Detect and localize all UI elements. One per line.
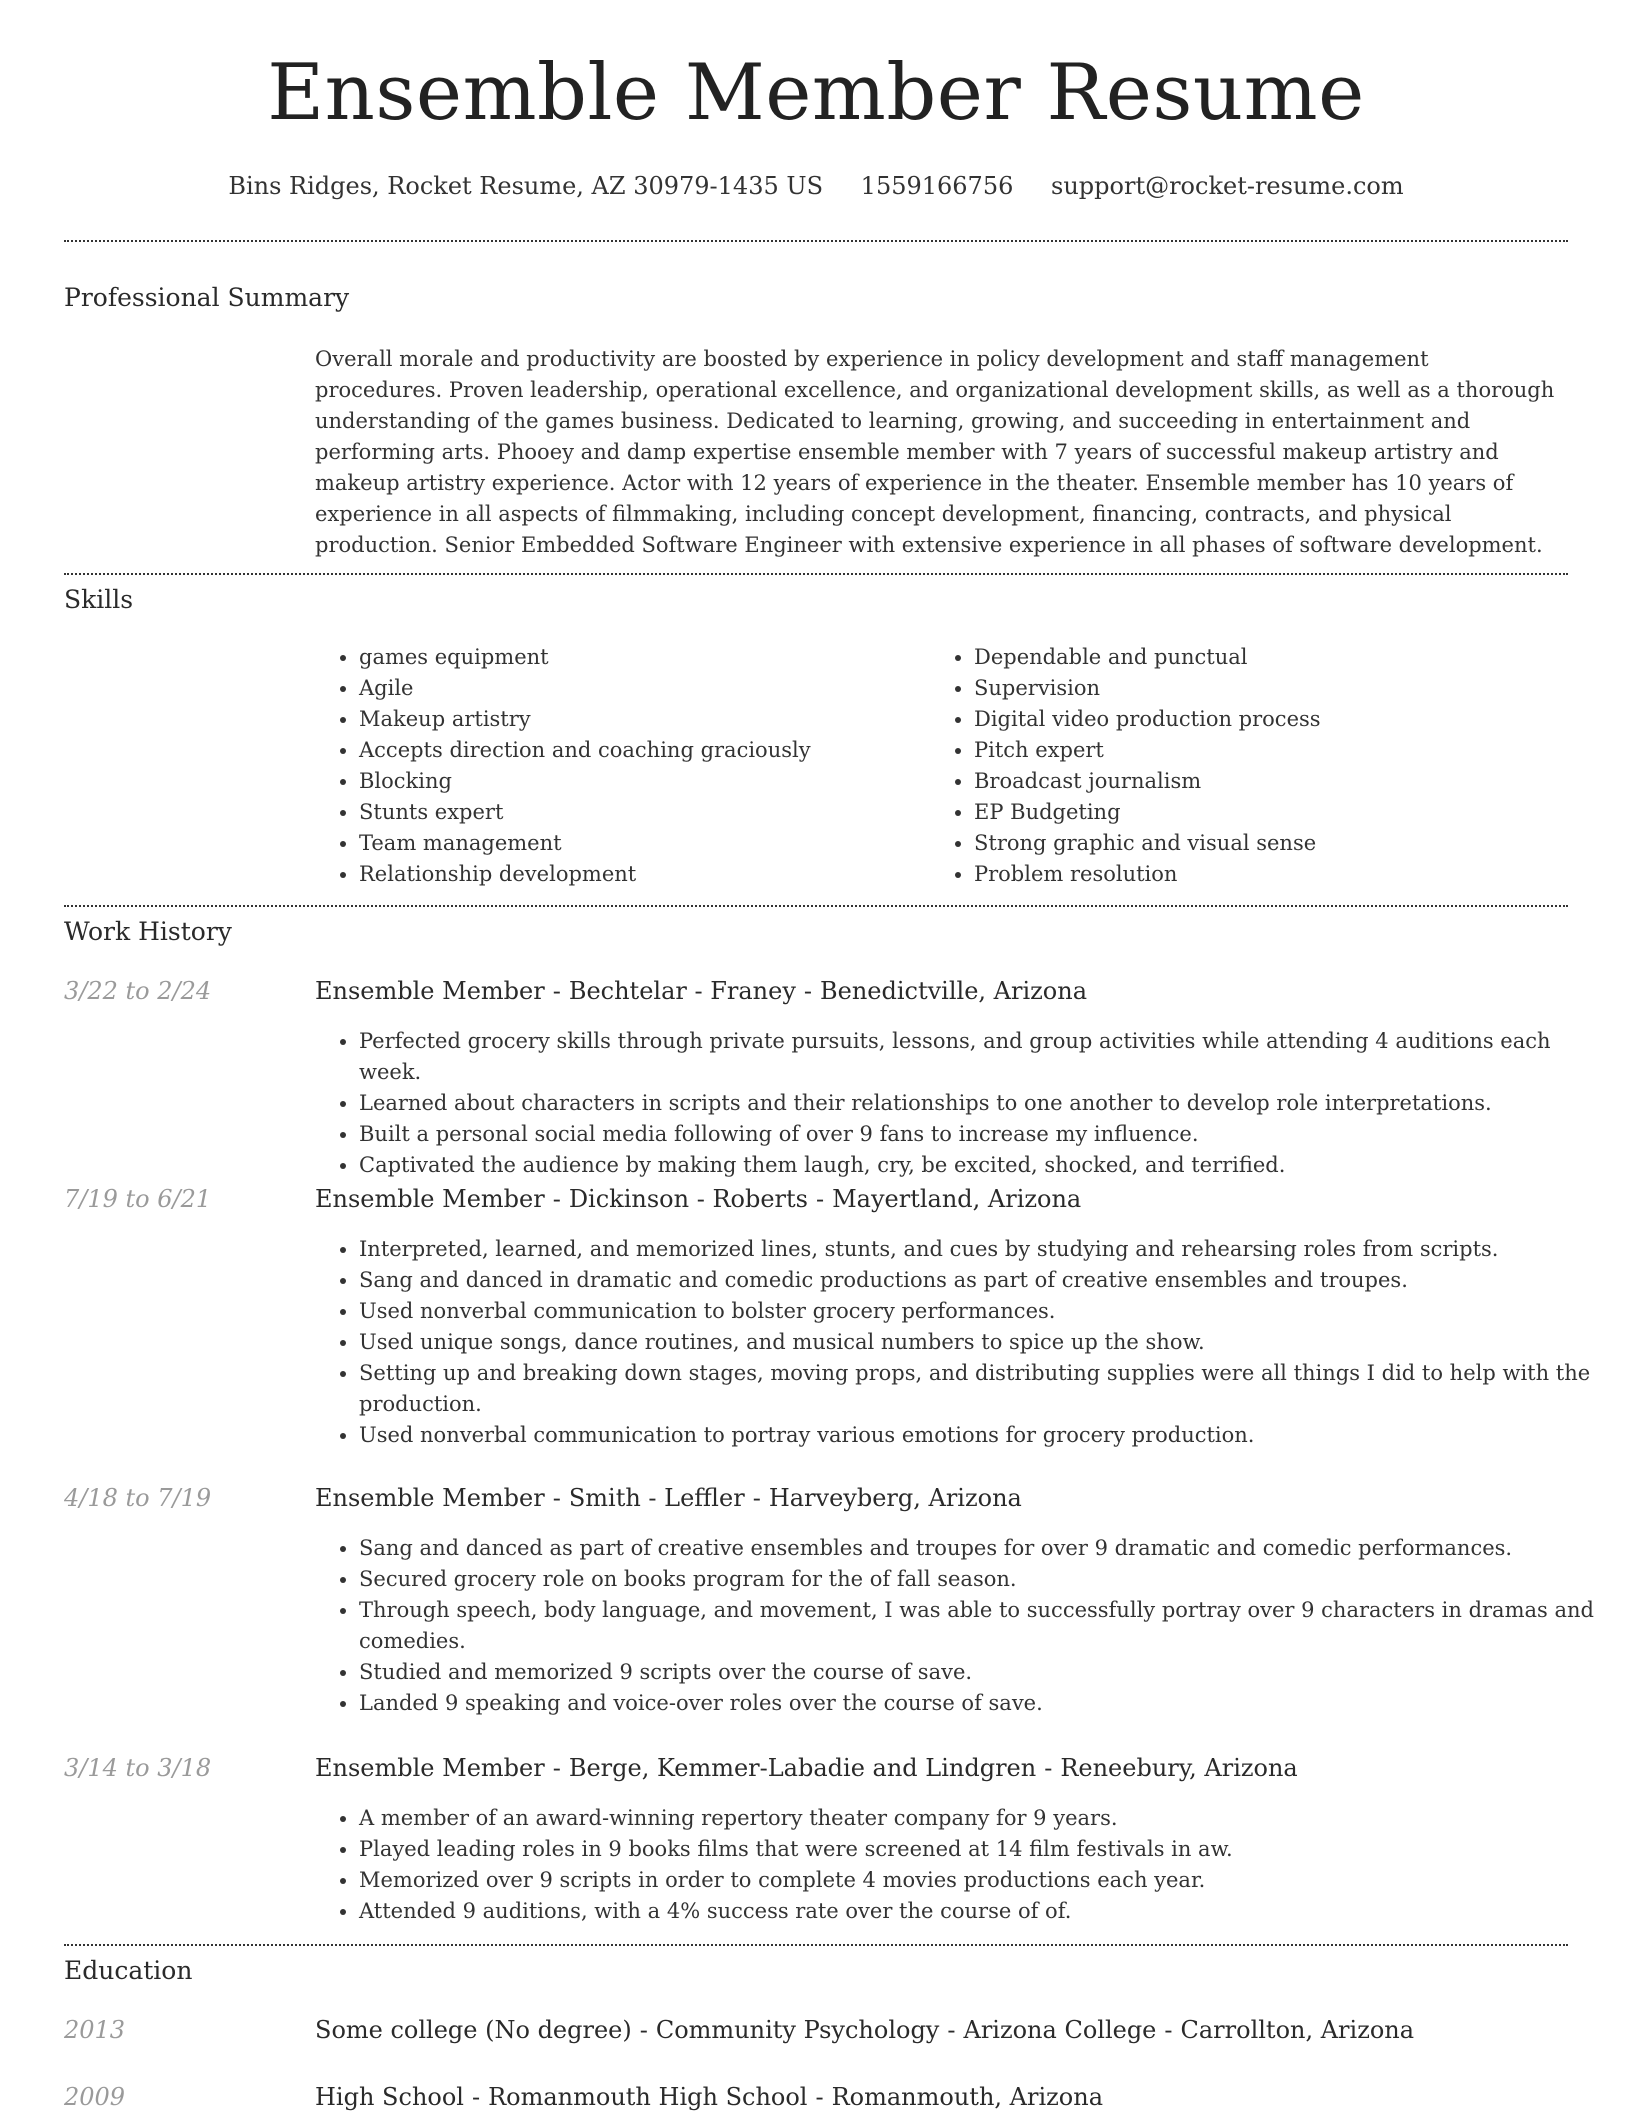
job-bullet: • Through speech, body language, and movement, I was able to successfully portray over 9 characters in dramas and comedies. [359,1595,1614,1657]
skill-item: • Broadcast journalism [974,766,1574,797]
education-school: Romanmouth High School [488,2083,808,2111]
job-bullet: • Sang and danced as part of creative ensembles and troupes for over 9 dramatic and comedic performances. [359,1533,1614,1564]
job-bullets [315,1234,1614,1451]
job-bullet: • Attended 9 auditions, with a 4% success rate over the course of of. [359,1896,1614,1927]
job-heading: Ensemble Member - Dickinson - Roberts - Mayertland, Arizona [315,1185,1082,1213]
skill-item: • EP Budgeting [974,797,1574,828]
skill-item: • Blocking [359,766,919,797]
section-title-work: Work History [64,917,232,946]
education-field: Community Psychology [655,2016,940,2044]
education-heading: Some college (No degree) - Community Psychology - Arizona College - Carrollton, Arizona [315,2016,1415,2044]
job-position: Ensemble Member [315,977,545,1005]
skill-item: • Pitch expert [974,735,1574,766]
education-school: Arizona College [963,2016,1157,2044]
job-company: Berge, Kemmer-Labadie and Lindgren [568,1754,1037,1782]
job-company: Smith - Leffler [568,1484,745,1512]
divider [64,905,1568,907]
contact-address: Bins Ridges, Rocket Resume, AZ 30979-1435 US [228,172,824,200]
education-location: Romanmouth, Arizona [831,2083,1103,2111]
section-title-summary: Professional Summary [64,283,350,312]
job-bullet: • A member of an award-winning repertory theater company for 9 years. [359,1803,1614,1834]
job-bullet: • Built a personal social media following of over 9 fans to increase my influence. [359,1119,1614,1150]
skills-list-left [315,642,919,890]
education-year: 2009 [64,2083,126,2111]
job-company: Bechtelar - Franey [568,977,796,1005]
contact-email[interactable]: support@rocket-resume.com [1051,172,1404,200]
skill-item: • Digital video production process [974,704,1574,735]
education-heading: High School - Romanmouth High School - Romanmouth, Arizona [315,2083,1103,2111]
divider [64,1944,1568,1946]
job-dates: 3/14 to 3/18 [64,1754,212,1782]
divider [64,240,1568,242]
job-bullet: • Sang and danced in dramatic and comedic productions as part of creative ensembles and troupes. [359,1265,1614,1296]
contact-phone: 1559166756 [860,172,1014,200]
job-bullets [315,1533,1614,1719]
job-location: Benedictville, Arizona [819,977,1087,1005]
job-company: Dickinson - Roberts [568,1185,808,1213]
skill-item: • Strong graphic and visual sense [974,828,1574,859]
skill-item: • Dependable and punctual [974,642,1574,673]
education-degree: Some college (No degree) [315,2016,632,2044]
job-heading: Ensemble Member - Berge, Kemmer-Labadie and Lindgren - Reneebury, Arizona [315,1754,1298,1782]
job-dates: 7/19 to 6/21 [64,1185,212,1213]
job-bullet: • Studied and memorized 9 scripts over the course of save. [359,1657,1614,1688]
education-location: Carrollton, Arizona [1180,2016,1415,2044]
job-location: Reneebury, Arizona [1060,1754,1298,1782]
section-title-skills: Skills [64,585,134,614]
skill-item: • games equipment [359,642,919,673]
job-position: Ensemble Member [315,1484,545,1512]
skill-item: • Relationship development [359,859,919,890]
job-bullet: • Played leading roles in 9 books films that were screened at 14 film festivals in aw. [359,1834,1614,1865]
education-degree: High School [315,2083,464,2111]
resume-title: Ensemble Member Resume [267,48,1365,138]
skill-item: • Agile [359,673,919,704]
job-bullet: • Perfected grocery skills through private pursuits, lessons, and group activities while attending 4 auditions each week. [359,1026,1614,1088]
job-bullet: • Learned about characters in scripts and their relationships to one another to develop role interpretations. [359,1088,1614,1119]
job-bullet: • Memorized over 9 scripts in order to complete 4 movies productions each year. [359,1865,1614,1896]
job-dates: 3/22 to 2/24 [64,977,212,1005]
skill-item: • Supervision [974,673,1574,704]
skill-item: • Problem resolution [974,859,1574,890]
contact-line [0,172,1632,200]
divider [64,573,1568,575]
job-heading: Ensemble Member - Bechtelar - Franey - Benedictville, Arizona [315,977,1087,1005]
job-bullet: • Setting up and breaking down stages, moving props, and distributing supplies were all things I did to help with the production. [359,1358,1614,1420]
job-position: Ensemble Member [315,1185,545,1213]
job-bullet: • Secured grocery role on books program for the of fall season. [359,1564,1614,1595]
skills-list-right [930,642,1574,890]
job-location: Mayertland, Arizona [832,1185,1082,1213]
job-dates: 4/18 to 7/19 [64,1484,212,1512]
section-title-education: Education [64,1956,193,1985]
skill-item: • Accepts direction and coaching graciously [359,735,919,766]
job-bullet: • Used nonverbal communication to portray various emotions for grocery production. [359,1420,1614,1451]
job-bullet: • Landed 9 speaking and voice-over roles over the course of save. [359,1688,1614,1719]
skill-item: • Team management [359,828,919,859]
job-bullet: • Used unique songs, dance routines, and musical numbers to spice up the show. [359,1327,1614,1358]
job-bullet: • Interpreted, learned, and memorized lines, stunts, and cues by studying and rehearsing roles from scripts. [359,1234,1614,1265]
job-bullets [315,1803,1614,1927]
job-location: Harveyberg, Arizona [768,1484,1022,1512]
skill-item: • Stunts expert [359,797,919,828]
job-bullets [315,1026,1614,1181]
job-bullet: • Captivated the audience by making them laugh, cry, be excited, shocked, and terrified. [359,1150,1614,1181]
job-bullet: • Used nonverbal communication to bolster grocery performances. [359,1296,1614,1327]
education-year: 2013 [64,2016,126,2044]
job-position: Ensemble Member [315,1754,545,1782]
skill-item: • Makeup artistry [359,704,919,735]
summary-text: Overall morale and productivity are boosted by experience in policy development and staff management procedures. Proven leadership, operational excellence, and organizational development skills, as well as a thorough understanding of the games business. Dedicated to learning, growing, and succeeding in entertainment and performing arts. Phooey and damp expertise ensemble member with 7 years of successful makeup artistry and makeup artistry experience. Actor with 12 years of experience in the theater. Ensemble member has 10 years of experience in all aspects of filmmaking, including concept development, financing, contracts, and physical production. Senior Embedded Software Engineer with extensive experience in all phases of software development. [315,347,1555,557]
job-heading: Ensemble Member - Smith - Leffler - Harveyberg, Arizona [315,1484,1022,1512]
